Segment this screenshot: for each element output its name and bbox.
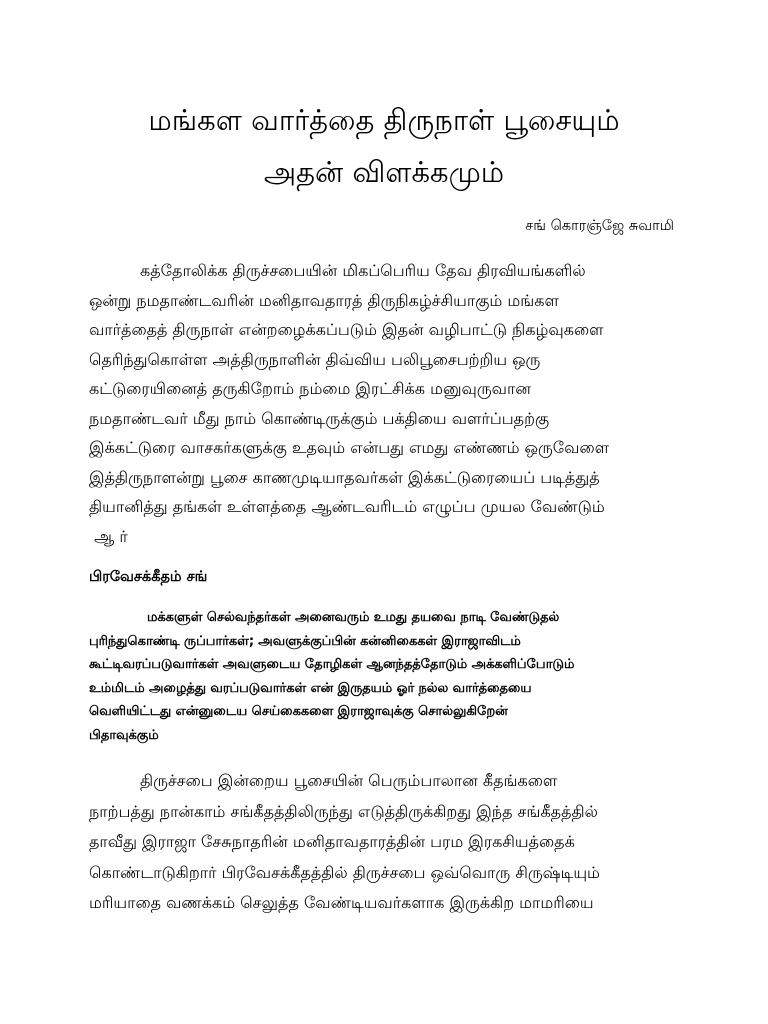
intro-line: இக்கட்டுரை வாசகர்களுக்கு உதவும் என்பது எமது எண்ணம் ஒருவேளை [89, 438, 610, 457]
intro-line: தியானித்து தங்கள் உள்ளத்தை ஆண்டவரிடம் எழுப்ப முயல வேண்டும் [89, 497, 605, 516]
intro-line: கட்டுரையினைத் தருகிறோம் நம்மை இரட்சிக்க மனுவுருவான [89, 379, 531, 398]
intro-paragraph [89, 256, 689, 551]
section-heading: பிரவேசக்கீதம் சங் [89, 569, 208, 585]
quote-line: கூட்டிவரப்படுவார்கள் அவளுடைய தோழிகள் ஆனந்தத்தோடும் அக்களிப்போடும் [89, 657, 575, 673]
body-line: நாற்பத்து நான்காம் சங்கீதத்திலிருந்து எடுத்திருக்கிறது இந்த சங்கீதத்தில் [89, 801, 598, 821]
body-line: தாவீது இராஜா சேசுநாதரின் மனிதாவதாரத்தின் பரம இரகசியத்தைக் [89, 832, 575, 851]
intro-line: நமதாண்டவர் மீது நாம் கொண்டிருக்கும் பக்தியை வளர்ப்பதற்கு [89, 408, 550, 428]
body-line: திருச்சபை இன்றைய பூசையின் பெரும்பாலான கீதங்களை [140, 771, 558, 790]
intro-line: கத்தோலிக்க திருச்சபையின் மிகப்பெரிய தேவ திரவியங்களில் [140, 261, 586, 280]
title-line-2: அதன் விளக்கமும் [263, 155, 505, 189]
intro-line: ஆ ர் [89, 526, 128, 546]
body-paragraph [89, 766, 689, 919]
quote-line: உம்மிடம் அழைத்து வரப்படுவார்கள் என் இருதயம் ஓர் நல்ல வார்த்தையை [89, 680, 532, 696]
intro-line: ஒன்று நமதாண்டவரின் மனிதாவதாரத் திருநிகழ்ச்சியாகும் மங்கள [89, 290, 559, 310]
quote-paragraph [89, 606, 689, 748]
body-line: மரியாதை வணக்கம் செலுத்த வேண்டியவர்களாக இருக்கிற மாமரியை [89, 893, 594, 912]
quote-line: புரிந்துகொண்டி ருப்பார்கள்; அவளுக்குப்பின் கன்னிகைகள் இராஜாவிடம் [89, 633, 521, 649]
body-line: கொண்டாடுகிறார் பிரவேசக்கீதத்தில் திருச்சபை ஒவ்வொரு சிருஷ்டியும் [89, 862, 600, 882]
author-name: சங் கொரஞ்ஜே சுவாமி [525, 218, 674, 234]
intro-line: வார்த்தைத் திருநாள் என்றழைக்கப்படும் இதன் வழிபாட்டு நிகழ்வுகளை [89, 320, 604, 339]
quote-line: வெளியிட்டது என்னுடைய செய்கைகளை இராஜாவுக்கு சொல்லுகிறேன் [89, 704, 508, 720]
intro-line: இத்திருநாளன்று பூசை காணமுடியாதவர்கள் இக்கட்டுரையைப் படித்துத் [89, 467, 600, 487]
quote-line: மக்களுள் செல்வந்தர்கள் அனைவரும் உமது தயவை நாடி வேண்டுதல் [147, 610, 560, 625]
title-line-1: மங்கள வார்த்தை திருநாள் பூசையும் [148, 103, 620, 137]
intro-line: தெரிந்துகொள்ள அத்திருநாளின் திவ்விய பலிபூசைபற்றிய ஒரு [89, 349, 541, 369]
quote-line: பிதாவுக்கும் [89, 727, 159, 743]
